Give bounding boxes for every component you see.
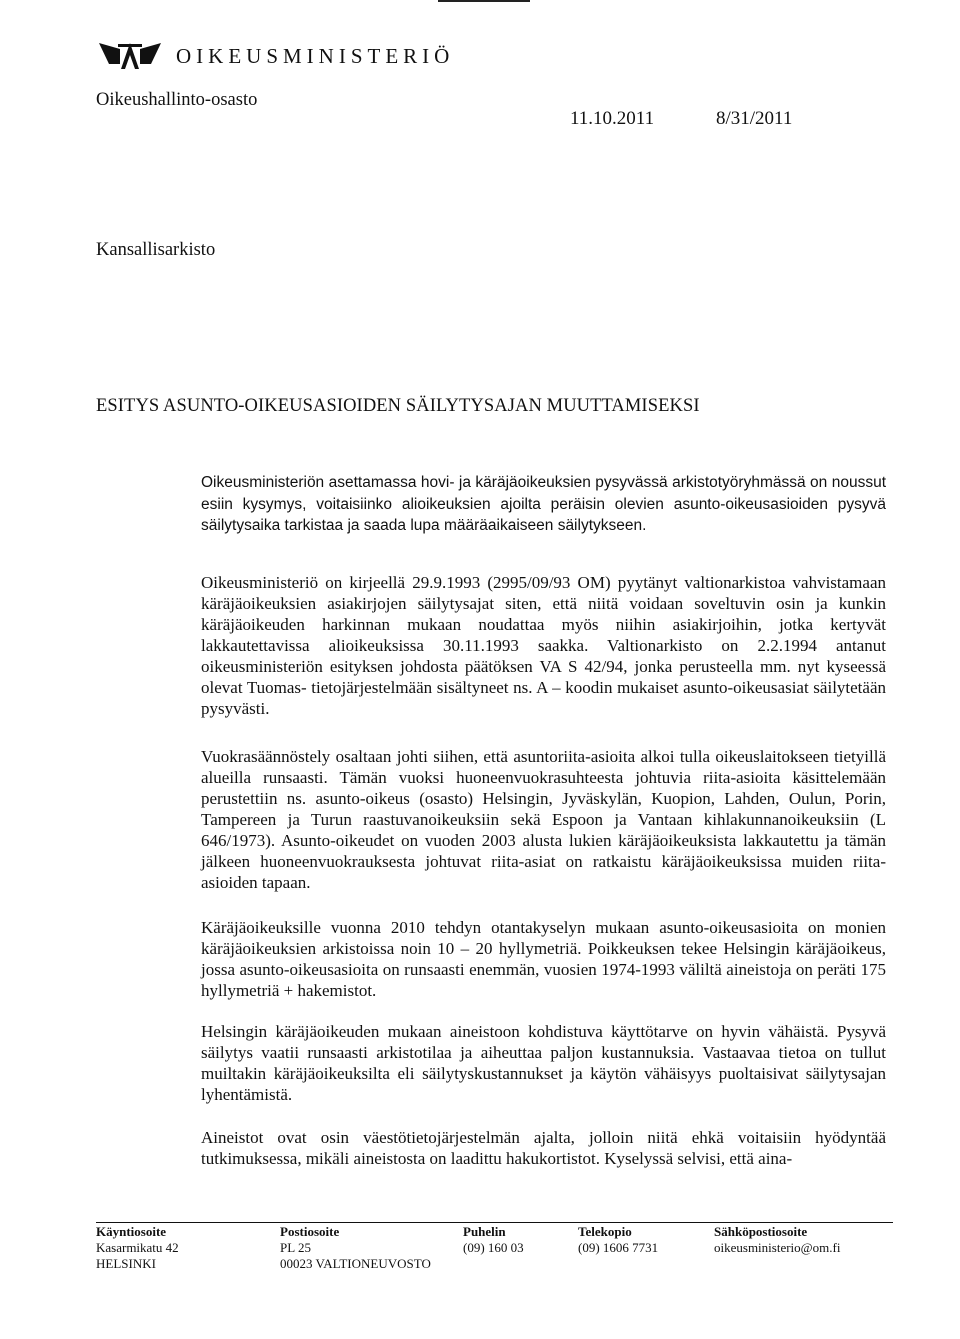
footer-phone-number: (09) 160 03 bbox=[463, 1240, 524, 1255]
document-date-secondary: 8/31/2011 bbox=[716, 108, 793, 129]
ministry-name: OIKEUSMINISTERIÖ bbox=[176, 44, 455, 68]
paragraph-1: Oikeusministeriön asettamassa hovi- ja käräjäoikeuksien pysyvässä arkistotyöryhmässä on noussut esiin kysymys, voitaisiinko alioikeuksien ajoilta peräisin olevien asunto-oikeusasioiden pysyvä säilytysaika tarkistaa ja saada lupa määräaikaiseen säilytykseen. bbox=[201, 474, 886, 534]
footer-email-address[interactable]: oikeusministerio@om.fi bbox=[714, 1240, 841, 1255]
footer-phone bbox=[463, 1224, 524, 1256]
recipient: Kansallisarkisto bbox=[96, 240, 216, 260]
footer-postal-box: PL 25 bbox=[280, 1240, 311, 1255]
paragraph-3: Vuokrasäännöstely osaltaan johti siihen, että asuntoriita-asioita alkoi tulla oikeuslaitokseen tietyillä alueilla runsaasti. Tämän vuoksi huoneenvuokrasuhteesta johtuvia riita-asioita käsittelemään perustettiin ns. asunto-oikeus (osasto) Helsingin, Jyväskylän, Kuopion, Lahden, Oulun, Porin, Tampereen ja Turun raastuvanoikeuksiin sekä Espoon ja Vantaan kihlakunnanoikeuksiin (L 646/1973). Asunto-oikeudet on vuoden 2003 alusta lukien käräjäoikeuksista lakkautettu ja tämän jälkeen huoneenvuokrauksesta johtuvat riita-asiat on ratkaistu käräjäoikeuksissa muiden riita-asioiden tapaan. bbox=[201, 747, 886, 892]
footer-fax-number: (09) 1606 7731 bbox=[578, 1240, 659, 1255]
paragraph-5: Helsingin käräjäoikeuden mukaan aineistoon kohdistuva käyttötarve on hyvin vähäistä. Pysyvä säilytys vaatii runsaasti arkistotilaa ja aiheuttaa paljon kustannuksia. Vastaavaa tietoa on tullut muiltakin käräjäoikeuksilta eli säilytyskustannukset ja käytön vähäisyys puoltaisivat säilytysajan lyhentämistä. bbox=[201, 1022, 886, 1104]
paragraph-6: Aineistot ovat osin väestötietojärjestelmän ajalta, jolloin niitä ehkä voitaisiin hyödyntää tutkimuksessa, mikäli aineistosta on laadittu hakukortistot. Kyselyssä selvisi, että aina- bbox=[201, 1128, 886, 1168]
footer-fax bbox=[578, 1224, 658, 1256]
paragraph-2: Oikeusministeriö on kirjeellä 29.9.1993 (2995/09/93 OM) pyytänyt valtionarkistoa vahvistamaan käräjäoikeuksien asiakirjojen säilytysajat siten, että niitä voidaan soveltuvin osin ja kunkin käräjäoikeuden harkinnan mukaan noudattaa myös niihin asiakirjoihin, jotka kertyvät lakkautettavissa alioikeuksissa 30.11.1993 saakka. Valtionarkisto on 2.2.1994 antanut oikeusministeriön esityksen johdosta päätöksen VA S 42/94, jonka perusteella mm. nyt kyseessä olevat Tuomas- tietojärjestelmään sisältyneet ns. A – koodin mukaiset asunto-oikeusasiat säilytetään pysyvästi. bbox=[201, 573, 886, 718]
footer-postal-code: 00023 VALTIONEUVOSTO bbox=[280, 1256, 431, 1271]
footer-visiting-city: HELSINKI bbox=[96, 1256, 156, 1271]
document-date: 11.10.2011 bbox=[570, 108, 655, 129]
footer-visiting-address bbox=[96, 1224, 179, 1272]
footer-postal-heading: Postiosoite bbox=[280, 1224, 340, 1239]
top-scan-line bbox=[438, 0, 530, 2]
footer-divider bbox=[96, 1222, 893, 1223]
department-name: Oikeushallinto-osasto bbox=[96, 90, 258, 110]
footer-postal-address bbox=[280, 1224, 431, 1272]
ministry-logo-icon bbox=[96, 40, 164, 70]
footer-phone-heading: Puhelin bbox=[463, 1224, 506, 1239]
footer-email-heading: Sähköpostiosoite bbox=[714, 1224, 808, 1239]
document-title: ESITYS ASUNTO-OIKEUSASIOIDEN SÄILYTYSAJAN MUUTTAMISEKSI bbox=[96, 396, 700, 416]
footer-visiting-heading: Käyntiosoite bbox=[96, 1224, 167, 1239]
footer-visiting-street: Kasarmikatu 42 bbox=[96, 1240, 179, 1255]
footer-email bbox=[714, 1224, 840, 1256]
paragraph-4: Käräjäoikeuksille vuonna 2010 tehdyn otantakyselyn mukaan asunto-oikeusasioita on monien käräjäoikeuksien arkistoissa noin 10 – 20 hyllymetriä. Poikkeuksen tekee Helsingin käräjäoikeus, jossa asunto-oikeusasioita on runsaasti enemmän, vuosien 1974-1993 väliltä aineistoja on peräti 175 hyllymetriä + hakemistot. bbox=[201, 918, 886, 1000]
footer-fax-heading: Telekopio bbox=[578, 1224, 632, 1239]
